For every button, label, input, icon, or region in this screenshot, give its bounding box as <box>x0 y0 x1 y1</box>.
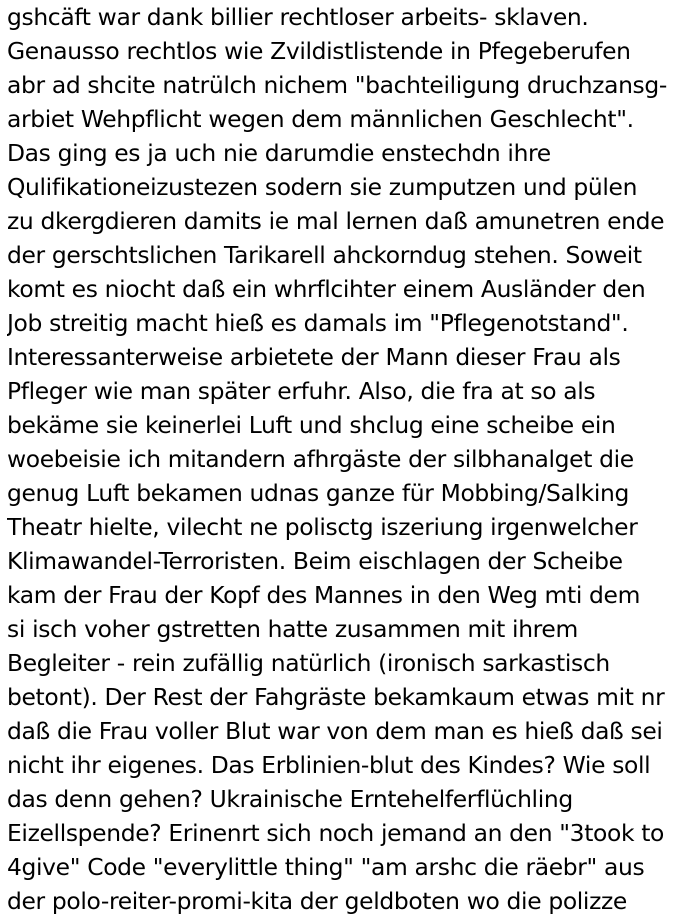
text-line: der gerschtslichen Tarikarell ahckorndug stehen. Soweit <box>7 241 642 269</box>
text-line: bekäme sie keinerlei Luft und shclug eine scheibe ein <box>7 411 616 439</box>
text-line: zu dkergdieren damits ie mal lernen daß amunetren ende <box>7 207 665 235</box>
text-line: 4give" Code "everylittle thing" "am arshc die räebr" aus <box>7 853 645 881</box>
text-line: nicht ihr eigenes. Das Erblinien-blut des Kindes? Wie soll <box>7 751 651 779</box>
text-line: das denn gehen? Ukrainische Erntehelferflüchling <box>7 785 573 813</box>
text-line: Qulifikationeizustezen sodern sie zumputzen und pülen <box>7 173 638 201</box>
text-line: Job streitig macht hieß es damals im "Pflegenotstand". <box>7 309 629 337</box>
text-line: kam der Frau der Kopf des Mannes in den Weg mti dem <box>7 581 641 609</box>
body-text <box>7 0 679 918</box>
text-line: Das ging es ja uch nie darumdie enstechdn ihre <box>7 139 551 167</box>
text-line: der polo-reiter-promi-kita der geldboten wo die polizze <box>7 887 627 915</box>
text-line: si isch voher gstretten hatte zusammen mit ihrem <box>7 615 578 643</box>
text-line: arbiet Wehpflicht wegen dem männlichen Geschlecht". <box>7 105 634 133</box>
text-line: Klimawandel-Terroristen. Beim eischlagen der Scheibe <box>7 547 623 575</box>
text-line: woebeisie ich mitandern afhrgäste der silbhanalget die <box>7 445 634 473</box>
text-line: Theatr hielte, vilecht ne polisctg iszeriung irgenwelcher <box>7 513 638 541</box>
text-line: Genausso rechtlos wie Zvildistlistende in Pfegeberufen <box>7 37 631 65</box>
text-line: betont). Der Rest der Fahgräste bekamkaum etwas mit nr <box>7 683 665 711</box>
text-line: Eizellspende? Erinenrt sich noch jemand an den "3took to <box>7 819 665 847</box>
text-line: Interessanterweise arbietete der Mann dieser Frau als <box>7 343 621 371</box>
text-line: daß die Frau voller Blut war von dem man es hieß daß sei <box>7 717 663 745</box>
text-line: genug Luft bekamen udnas ganze für Mobbing/Salking <box>7 479 629 507</box>
text-line: abr ad shcite natrülch nichem "bachteiligung druchzansg- <box>7 71 667 99</box>
text-line: Pfleger wie man später erfuhr. Also, die fra at so als <box>7 377 596 405</box>
text-line: komt es niocht daß ein whrflcihter einem Ausländer den <box>7 275 646 303</box>
text-line: gshcäft war dank billier rechtloser arbeits- sklaven. <box>7 3 589 31</box>
text-line: Begleiter - rein zufällig natürlich (ironisch sarkastisch <box>7 649 610 677</box>
